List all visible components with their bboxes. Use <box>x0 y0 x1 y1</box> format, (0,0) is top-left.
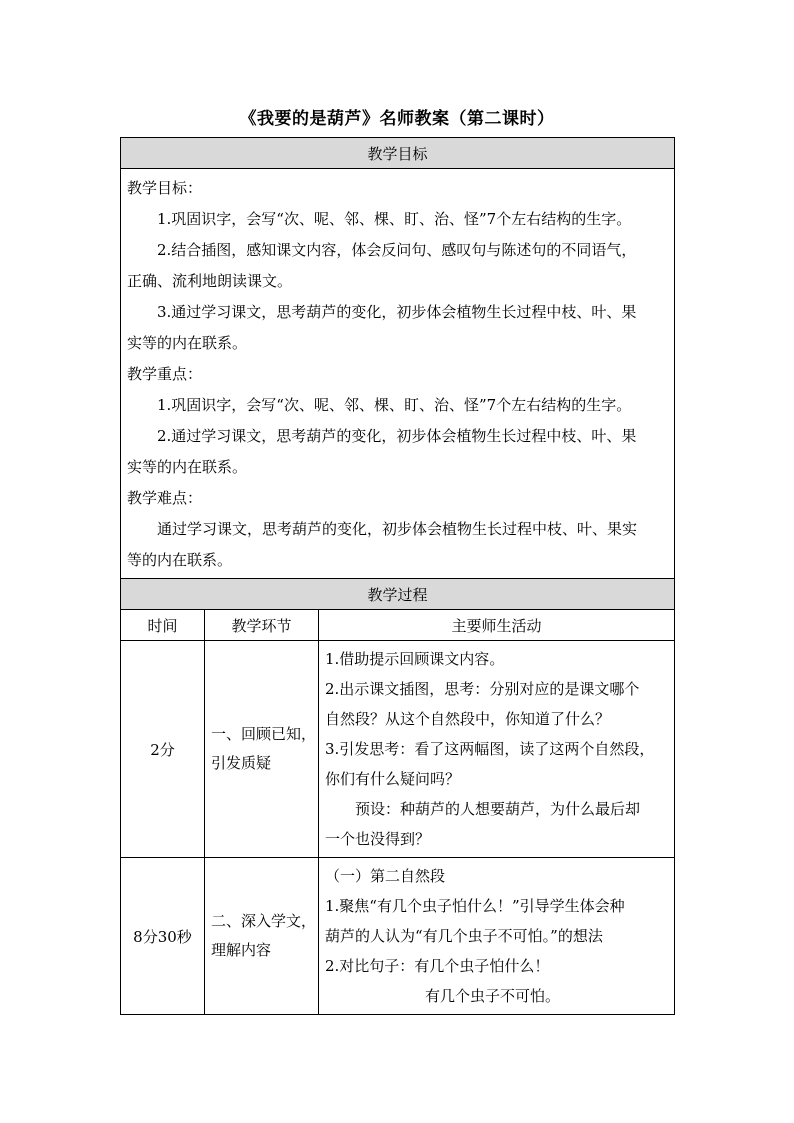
key-point-line: 实等的内在联系。 <box>127 458 248 476</box>
goals-section-header: 教学目标 <box>121 138 675 169</box>
step-cell <box>205 641 319 858</box>
activity-line: （一）第二自然段 <box>325 867 446 885</box>
step-line: 一、回顾已知， <box>211 725 317 743</box>
key-point-line: 2.通过学习课文，思考葫芦的变化，初步体会植物生长过程中枝、叶、果 <box>157 427 637 445</box>
objective-line: 3.通过学习课文，思考葫芦的变化，初步体会植物生长过程中枝、叶、果 <box>157 303 637 321</box>
document-title: 《我要的是葫芦》名师教案（第二课时） <box>239 109 555 129</box>
activity-line: 有几个虫子不可怕。 <box>425 987 561 1005</box>
step-line: 二、深入学文， <box>211 912 317 930</box>
activity-line: 一个也没得到？ <box>325 830 431 848</box>
activities-cell <box>319 641 675 858</box>
activity-line: 预设：种葫芦的人想要葫芦，为什么最后却 <box>355 800 641 818</box>
activity-line: 3.引发思考：看了这两幅图，读了这两个自然段， <box>325 740 655 758</box>
lesson-plan-table <box>120 137 675 1015</box>
step-line: 引发质疑 <box>211 754 272 772</box>
key-point-line: 1.巩固识字，会写“次、呢、邻、棵、盯、治、怪”7个左右结构的生字。 <box>157 396 632 414</box>
activities-cell <box>319 858 675 1015</box>
table-row <box>121 858 675 1015</box>
goals-content <box>121 169 675 579</box>
activity-line: 你们有什么疑问吗？ <box>325 770 461 788</box>
objective-line: 1.巩固识字，会写“次、呢、邻、棵、盯、治、怪”7个左右结构的生字。 <box>157 210 632 228</box>
activity-line: 自然段？从这个自然段中，你知道了什么？ <box>325 710 611 728</box>
activity-line: 2.出示课文插图，思考：分别对应的是课文哪个 <box>325 680 640 698</box>
objective-line: 正确、流利地朗读课文。 <box>127 272 293 290</box>
key-points-label: 教学重点： <box>127 365 203 383</box>
objective-line: 2.结合插图，感知课文内容，体会反问句、感叹句与陈述句的不同语气， <box>157 241 637 259</box>
objective-line: 实等的内在联系。 <box>127 334 248 352</box>
column-header-step: 教学环节 <box>205 610 319 641</box>
column-header-activities: 主要师生活动 <box>319 610 675 641</box>
step-cell <box>205 858 319 1015</box>
step-line: 理解内容 <box>211 941 272 959</box>
activity-line: 1.借助提示回顾课文内容。 <box>325 650 505 668</box>
difficulties-label: 教学难点： <box>127 489 203 507</box>
column-header-time: 时间 <box>121 610 205 641</box>
difficulty-line: 通过学习课文，思考葫芦的变化，初步体会植物生长过程中枝、叶、果实 <box>157 520 638 538</box>
time-cell: 8分30秒 <box>121 858 205 1015</box>
time-cell: 2分 <box>121 641 205 858</box>
objectives-label: 教学目标： <box>127 179 203 197</box>
table-row <box>121 641 675 858</box>
activity-line: 2.对比句子：有几个虫子怕什么！ <box>325 957 550 975</box>
activity-line: 1.聚焦“有几个虫子怕什么！”引导学生体会种 <box>325 897 625 915</box>
activity-line: 葫芦的人认为“有几个虫子不可怕。”的想法 <box>325 927 603 945</box>
process-section-header: 教学过程 <box>121 579 675 610</box>
difficulty-line: 等的内在联系。 <box>127 551 233 569</box>
